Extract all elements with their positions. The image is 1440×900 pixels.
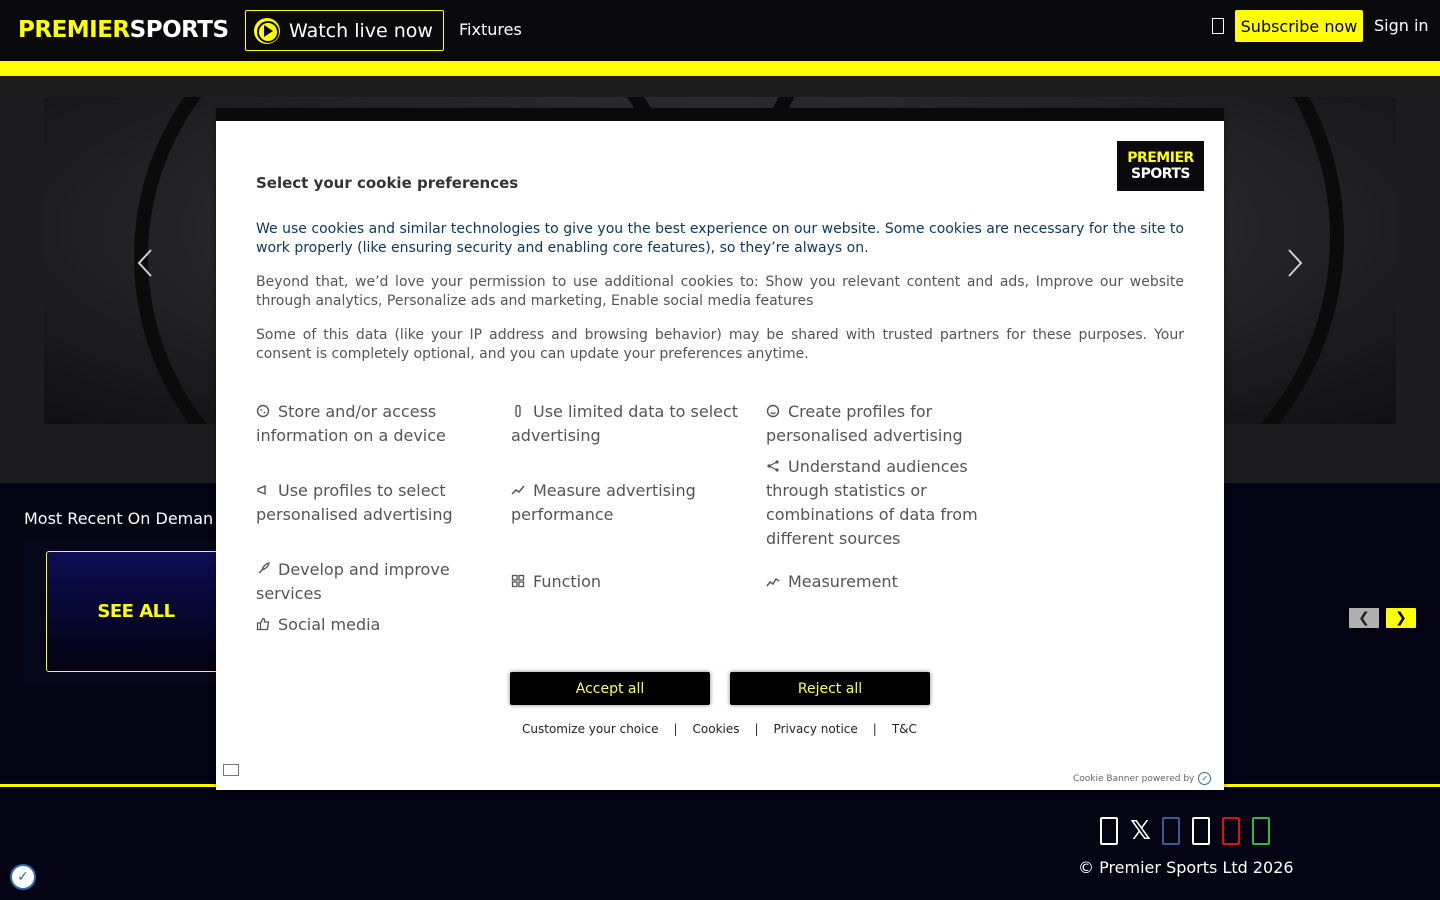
purpose-label: Store and/or access information on a device: [256, 402, 446, 445]
purpose-item: [766, 455, 1006, 551]
powered-by-text: Cookie Banner powered by: [1073, 773, 1195, 784]
modal-sharing-paragraph: Some of this data (like your IP address and browsing behavior) may be shared with trusted partners for these purposes. Your consent is completely optional, and you can update your preferences anytime.: [256, 327, 1184, 362]
cookies-link[interactable]: Cookies: [692, 722, 740, 736]
modal-intro-paragraph: We use cookies and similar technologies to give you the best experience on our website. Some cookies are necessary for the site to work properly (like ensuring security and enabling core features), so they’re always on.: [256, 221, 1184, 256]
carousel-prev-button[interactable]: ❮: [1349, 608, 1379, 628]
purpose-label: Measure advertising performance: [511, 481, 696, 524]
instagram-icon[interactable]: [1100, 817, 1118, 845]
purpose-label: Develop and improve services: [256, 560, 450, 603]
modal-logo: [1117, 141, 1204, 191]
link-separator: |: [673, 722, 678, 736]
modal-links: [522, 722, 917, 736]
share-icon: [766, 456, 780, 470]
see-all-card[interactable]: [46, 551, 226, 672]
cookie-icon: [256, 401, 270, 415]
purpose-item: [256, 479, 496, 527]
touch-icon: [511, 401, 525, 415]
privacy-notice-link[interactable]: Privacy notice: [773, 722, 858, 736]
accept-all-button[interactable]: Accept all: [510, 672, 710, 705]
nav-fixtures-link[interactable]: Fixtures: [459, 20, 522, 39]
modal-logo-line2: SPORTS: [1130, 166, 1191, 182]
megaphone-icon: [256, 480, 270, 494]
purpose-label: Use limited data to select advertising: [511, 402, 739, 445]
reject-all-button[interactable]: Reject all: [730, 672, 930, 705]
sign-in-link[interactable]: Sign in: [1374, 16, 1429, 35]
modal-logo-line1: PREMIER: [1127, 150, 1194, 166]
premier-sports-logo[interactable]: [18, 17, 229, 43]
rocket-icon: [256, 559, 270, 573]
x-twitter-icon[interactable]: 𝕏: [1130, 816, 1151, 846]
logo-text-premier: PREMIER: [18, 17, 130, 43]
purpose-item: [511, 400, 751, 448]
language-icon[interactable]: [223, 764, 239, 776]
purpose-label: Use profiles to select personalised advertising: [256, 481, 453, 524]
watch-live-label: Watch live now: [289, 19, 433, 42]
modal-title: Select your cookie preferences: [256, 174, 519, 192]
cookie-settings-badge-icon[interactable]: ✓: [10, 864, 36, 890]
grid-icon: [511, 571, 525, 585]
hero-prev-arrow[interactable]: [137, 248, 153, 278]
modal-permission-paragraph: Beyond that, we’d love your permission to use additional cookies to: Show you relevant content and ads, Improve our website through analytics, Personalize ads and marketing, Enable social media features: [256, 274, 1184, 309]
whatsapp-icon[interactable]: [1252, 817, 1270, 845]
watch-live-button[interactable]: [245, 10, 444, 51]
link-separator: |: [754, 722, 759, 736]
chevron-left-icon: [137, 248, 153, 278]
purpose-item: [511, 479, 751, 527]
terms-link[interactable]: T&C: [891, 722, 917, 736]
facebook-icon[interactable]: [1162, 817, 1180, 845]
purpose-item: [256, 613, 496, 637]
face-icon: [766, 401, 780, 415]
trend-icon: [511, 480, 525, 494]
tiktok-icon[interactable]: [1192, 817, 1210, 845]
purpose-item: [256, 400, 496, 448]
social-links: [1100, 817, 1270, 845]
copyright-text: © Premier Sports Ltd 2026: [1078, 858, 1294, 877]
customize-choice-link[interactable]: Customize your choice: [522, 722, 659, 736]
search-icon[interactable]: [1212, 18, 1224, 34]
hero-next-arrow[interactable]: [1287, 248, 1303, 278]
purpose-label: Understand audiences through statistics or combinations of data from different sources: [766, 457, 978, 548]
purpose-label: Social media: [278, 615, 381, 634]
recent-section-title: Most Recent On Deman: [24, 509, 214, 528]
header-accent-bar: [0, 61, 1440, 76]
carousel-next-button[interactable]: ❯: [1386, 608, 1416, 628]
logo-text-sports: SPORTS: [129, 17, 229, 43]
purpose-label: Function: [533, 572, 602, 591]
see-all-label: SEE ALL: [97, 601, 175, 622]
chevron-right-icon: [1287, 248, 1303, 278]
purpose-item: [766, 400, 1006, 448]
purpose-item: [766, 570, 1006, 594]
purpose-label: Create profiles for personalised advertising: [766, 402, 963, 445]
purpose-item: [511, 570, 751, 594]
thumbs-up-icon: [256, 614, 270, 628]
subscribe-button[interactable]: Subscribe now: [1235, 10, 1363, 42]
purpose-label: Measurement: [788, 572, 898, 591]
play-icon: [254, 18, 280, 44]
cookie-banner-vendor-icon: ✓: [1198, 772, 1211, 785]
youtube-icon[interactable]: [1222, 817, 1240, 845]
link-separator: |: [872, 722, 877, 736]
site-header: [0, 0, 1440, 61]
purpose-item: [256, 558, 496, 606]
chart-icon: [766, 571, 780, 585]
powered-by: [1073, 772, 1211, 785]
cookie-consent-modal: [216, 108, 1224, 790]
